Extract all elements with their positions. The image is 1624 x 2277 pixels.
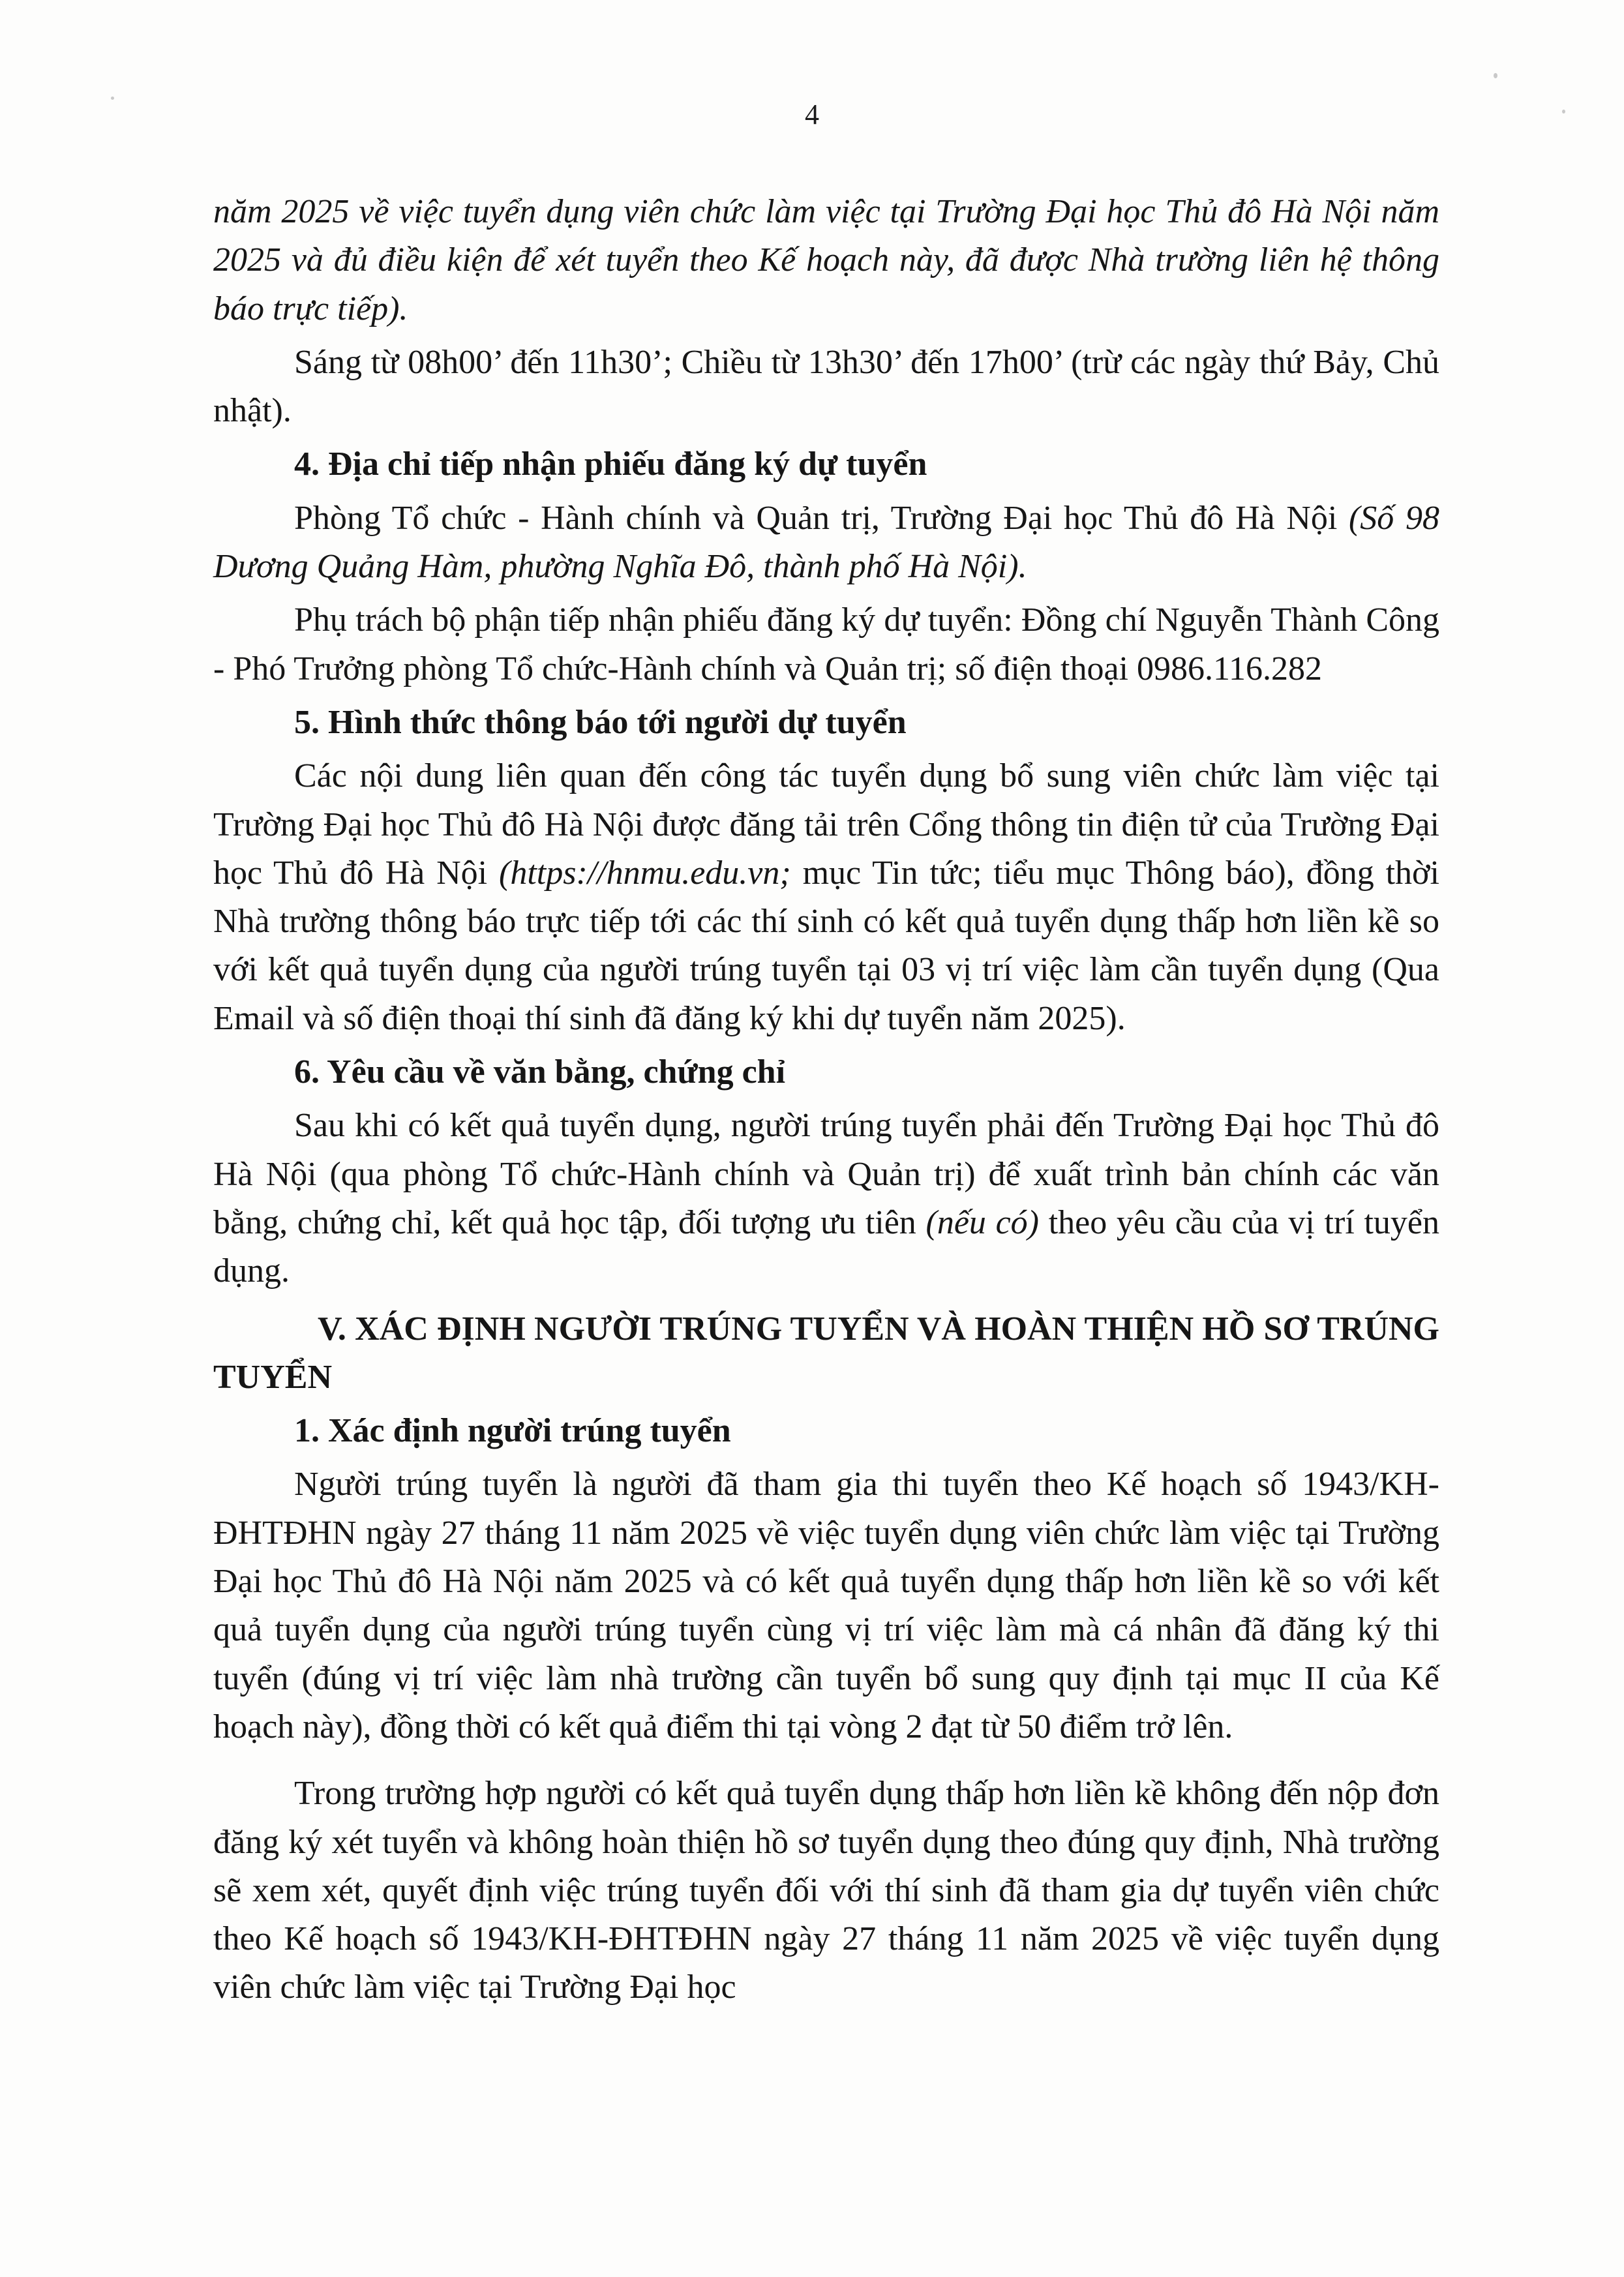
heading-section-4: 4. Địa chỉ tiếp nhận phiếu đăng ký dự tuyển (294, 445, 927, 483)
address-office: Phòng Tổ chức - Hành chính và Quản trị, Trường Đại học Thủ đô Hà Nội (294, 499, 1349, 537)
address-street: (Số 98 Dương Quảng Hàm, phường Nghĩa Đô, thành phố Hà Nội). (213, 499, 1439, 586)
heading-part-v: V. XÁC ĐỊNH NGƯỜI TRÚNG TUYỂN VÀ HOÀN THIỆN HỒ SƠ TRÚNG TUYỂN (213, 1310, 1439, 1396)
heading-section-5: 5. Hình thức thông báo tới người dự tuyển (294, 703, 907, 741)
paragraph-fallback-case: Trong trường hợp người có kết quả tuyển dụng thấp hơn liền kề không đến nộp đơn đăng ký xét tuyển và không hoàn thiện hồ sơ tuyển dụng theo đúng quy định, Nhà trường sẽ xem xét, quyết định việc trúng tuyển đối với thí sinh đã tham gia dự tuyển viên chức theo Kế hoạch số 1943/KH-ĐHTĐHN ngày 27 tháng 11 năm 2025 về việc tuyển dụng viên chức làm việc tại Trường Đại học (213, 1775, 1439, 2006)
paragraph-selection-criteria: Người trúng tuyển là người đã tham gia thi tuyển theo Kế hoạch số 1943/KH-ĐHTĐHN ngày 27 tháng 11 năm 2025 về việc tuyển dụng viên chức làm việc tại Trường Đại học Thủ đô Hà Nội năm 2025 và có kết quả tuyển dụng thấp hơn liền kề so với kết quả tuyển dụng của người trúng tuyển cùng vị trí việc làm mà cá nhân đã đăng ký thi tuyển (đúng vị trí việc làm nhà trường cần tuyển bổ sung quy định tại mục II của Kế hoạch này), đồng thời có kết quả điểm thi tại vòng 2 đạt từ 50 điểm trở lên. (213, 1466, 1439, 1745)
scan-speck (1494, 73, 1497, 78)
paragraph-contact-person: Phụ trách bộ phận tiếp nhận phiếu đăng ký dự tuyển: Đồng chí Nguyễn Thành Công - Phó Trưởng phòng Tổ chức-Hành chính và Quản trị; số điện thoại 0986.116.282 (213, 601, 1439, 687)
website-link: (https://hnmu.edu.vn; (499, 854, 791, 892)
notification-lead: Các nội dung liên quan đến công tác tuyển dụng bổ sung viên chức làm việc tại Trường Đại học Thủ đô Hà Nội được đăng tải trên Cổng thông tin điện tử của Trường Đại học Thủ đô Hà Nội (213, 757, 1439, 892)
document-body (213, 188, 1439, 2012)
notification-tail: mục Tin tức; tiểu mục Thông báo), đồng thời Nhà trường thông báo trực tiếp tới các thí sinh có kết quả tuyển dụng thấp hơn liền kề so với kết quả tuyển dụng của người trúng tuyển tại 03 vị trí việc làm cần tuyển dụng (Qua Email và số điện thoại thí sinh đã đăng ký khi dự tuyển năm 2025). (213, 854, 1439, 1037)
paragraph-notification (213, 752, 1439, 1043)
diplomas-lead: Sau khi có kết quả tuyển dụng, người trúng tuyển phải đến Trường Đại học Thủ đô Hà Nội (qua phòng Tổ chức-Hành chính và Quản trị) để xuất trình bản chính các văn bằng, chứng chỉ, kết quả học tập, đối tượng ưu tiên (213, 1107, 1439, 1241)
paragraph-continuation: năm 2025 về việc tuyển dụng viên chức làm việc tại Trường Đại học Thủ đô Hà Nội năm 2025 và đủ điều kiện để xét tuyển theo Kế hoạch này, đã được Nhà trường liên hệ thông báo trực tiếp). (213, 193, 1439, 327)
paragraph-address (213, 494, 1439, 592)
diplomas-note: (nếu có) (925, 1203, 1039, 1241)
paragraph-working-hours: Sáng từ 08h00’ đến 11h30’; Chiều từ 13h30’ đến 17h00’ (trừ các ngày thứ Bảy, Chủ nhật). (213, 343, 1439, 430)
heading-section-6: 6. Yêu cầu về văn bằng, chứng chỉ (294, 1053, 786, 1091)
heading-subsection-1: 1. Xác định người trúng tuyển (294, 1412, 731, 1450)
paragraph-diplomas (213, 1102, 1439, 1295)
page-number: 4 (805, 98, 819, 130)
diplomas-tail: theo yêu cầu của vị trí tuyển dụng. (213, 1203, 1439, 1290)
